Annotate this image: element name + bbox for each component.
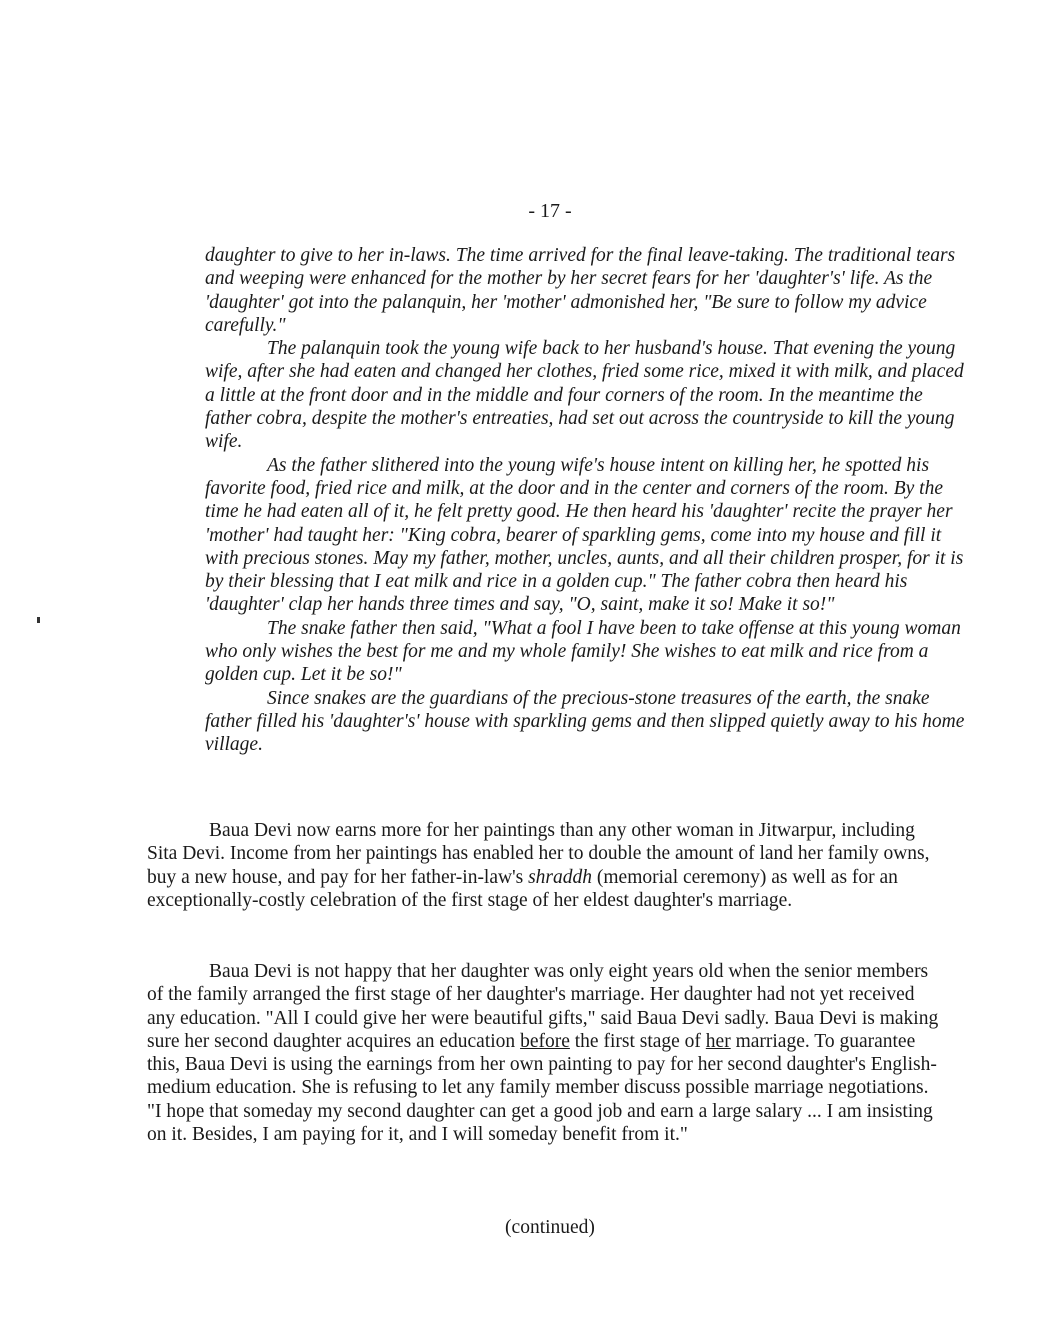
text-run: the first stage of (569, 1030, 706, 1052)
story-paragraph: Since snakes are the guardians of the precious-stone treasures of the earth, the snake father filled his 'daughter's' house with sparkling gems and then slipped quietly away to his home village. (205, 687, 965, 756)
margin-mark (37, 617, 40, 623)
story-paragraph: As the father slithered into the young wife's house intent on killing her, he spotted his favorite food, fried rice and milk, at the door and in the center and corners of the room. By the time he had eaten all of it, he felt pretty good. He then heard his 'daughter' recite the prayer her 'mother' had taught her: "King cobra, bearer of sparkling gems, come into my house and fill it with precious stones. May my father, mother, uncles, aunts, and all their children prosper, for it is by their blessing that I eat milk and rice in a golden cup." The father cobra then heard his 'daughter' clap her hands three times and say, "O, saint, make it so! Make it so!" (205, 454, 964, 616)
italic-term: shraddh (528, 866, 593, 888)
continued-note: (continued) (505, 1217, 595, 1238)
text-run: Baua Devi now earns more for her paintings than any other woman in Jitwarpur, including Sita Devi. Income from her paintings has enabled her to double the amount of land her family owns, buy a new house, and pay for her father-in-law's (147, 820, 930, 888)
story-paragraph: daughter to give to her in-laws. The time arrived for the final leave-taking. The traditional tears and weeping were enhanced for the mother by her secret fears for her 'daughter's' life. As the 'daughter' got into the palanquin, her 'mother' admonished her, "Be sure to follow my advice carefully." (205, 245, 956, 336)
story-paragraph: The snake father then said, "What a fool I have been to take offense at this young woman who only wishes the best for me and my whole family! She wishes to eat milk and rice from a golden cup. Let it be so!" (205, 617, 961, 686)
story-quote-block (205, 244, 965, 757)
story-paragraph: The palanquin took the young wife back to her husband's house. That evening the young wife, after she had eaten and changed her clothes, fried some rice, mixed it with milk, and placed a little at the front door and in the middle and four corners of the room. In the meantime the father cobra, despite the mother's entreaties, had set out across the countryside to kill the young wife. (205, 338, 964, 453)
underlined-word: her (705, 1030, 731, 1052)
page-number: - 17 - (528, 200, 572, 222)
body-paragraph (147, 960, 947, 1146)
text-run: marriage. To guarantee this, Baua Devi is using the earnings from her own painting to pay for her second daughter's English-medium education. She is refusing to let any family member discuss possible marriage negotiations. "I hope that someday my second daughter can get a good job and earn a large salary ... I am insisting on it. Besides, I am paying for it, and I will someday benefit from it." (147, 1030, 937, 1146)
paragraph-text (147, 819, 947, 912)
text-run: Baua Devi is not happy that her daughter was only eight years old when the senior members of the family arranged the first stage of her daughter's marriage. Her daughter had not yet received any education. "All I could give her were beautiful gifts," said Baua Devi sadly. Baua Devi is making sure her second daughter acquires an education (147, 961, 939, 1052)
underlined-word: before (520, 1030, 570, 1052)
paragraph-text (147, 960, 947, 1146)
body-paragraph (147, 819, 947, 912)
text-run: (memorial ceremony) as well as for an exceptionally-costly celebration of the first stage of her eldest daughter's marriage. (147, 866, 898, 911)
